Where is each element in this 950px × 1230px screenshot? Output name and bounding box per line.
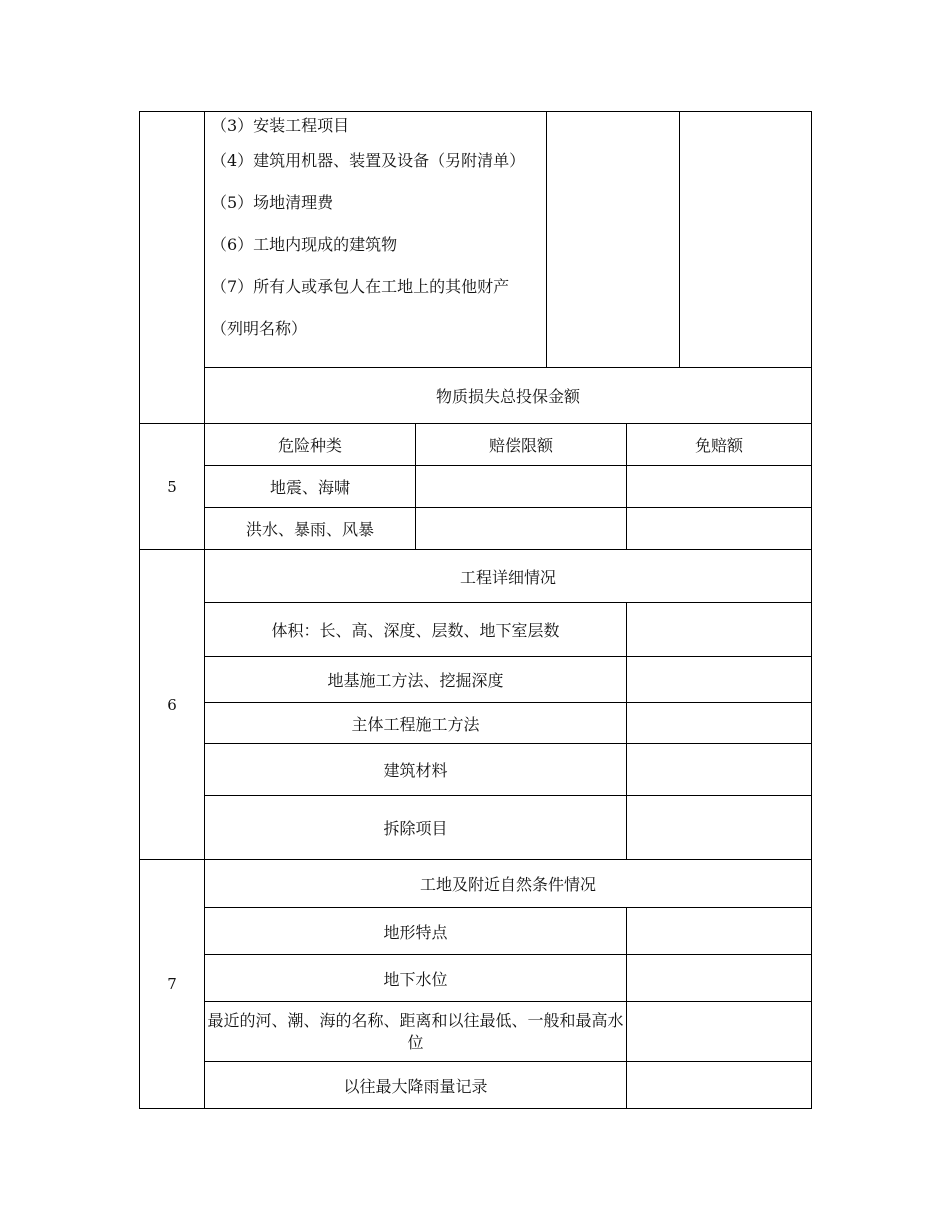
table-row [140,603,812,657]
table-row [140,1062,812,1109]
condition-value-cell[interactable] [627,1002,812,1062]
items-amount-cell[interactable] [547,112,680,368]
section6-title-row [140,550,812,603]
table-row [140,657,812,703]
table-row [140,508,812,550]
condition-label: 以往最大降雨量记录 [205,1062,627,1109]
deductible-cell[interactable] [627,466,812,508]
detail-label: 体积：长、高、深度、层数、地下室层数 [205,603,627,657]
item-line: （4）建筑用机器、装置及设备（另附清单） [211,151,526,170]
detail-label: 建筑材料 [205,744,627,796]
risk-label: 地震、海啸 [205,466,416,508]
table-row [140,703,812,744]
table-row [140,1002,812,1062]
detail-value-cell[interactable] [627,657,812,703]
table-row [140,955,812,1002]
insurance-form-table [139,111,812,1109]
risk-label: 洪水、暴雨、风暴 [205,508,416,550]
table-row [140,908,812,955]
section6-title: 工程详细情况 [205,550,812,603]
item-line: （3）安装工程项目 [211,116,350,135]
detail-value-cell[interactable] [627,603,812,657]
section7-title-row [140,860,812,908]
deductible-cell[interactable] [627,508,812,550]
section6-number: 6 [140,550,205,860]
items-number-cell [140,112,205,424]
detail-label: 主体工程施工方法 [205,703,627,744]
condition-label: 最近的河、潮、海的名称、距离和以往最低、一般和最高水位 [205,1002,627,1062]
table-row [140,466,812,508]
item-line: （5）场地清理费 [211,193,334,212]
indemnity-limit-cell[interactable] [416,466,627,508]
detail-label: 拆除项目 [205,796,627,860]
section7-title: 工地及附近自然条件情况 [205,860,812,908]
items-list-cell [205,112,547,368]
section7-number: 7 [140,860,205,1109]
condition-value-cell[interactable] [627,1062,812,1109]
section5-header-row [140,424,812,466]
condition-value-cell[interactable] [627,908,812,955]
total-row [140,368,812,424]
condition-label: 地形特点 [205,908,627,955]
detail-value-cell[interactable] [627,796,812,860]
item-line: （7）所有人或承包人在工地上的其他财产 [211,277,510,296]
item-line: （列明名称） [211,319,308,338]
condition-value-cell[interactable] [627,955,812,1002]
items-extra-cell[interactable] [680,112,812,368]
header-deductible: 免赔额 [627,424,812,466]
condition-label: 地下水位 [205,955,627,1002]
detail-value-cell[interactable] [627,744,812,796]
indemnity-limit-cell[interactable] [416,508,627,550]
table-row [140,744,812,796]
items-row [140,112,812,368]
section5-number: 5 [140,424,205,550]
table-row [140,796,812,860]
detail-label: 地基施工方法、挖掘深度 [205,657,627,703]
header-indemnity-limit: 赔偿限额 [416,424,627,466]
item-line: （6）工地内现成的建筑物 [211,235,398,254]
detail-value-cell[interactable] [627,703,812,744]
header-risk-type: 危险种类 [205,424,416,466]
total-insured-label: 物质损失总投保金额 [205,368,812,424]
